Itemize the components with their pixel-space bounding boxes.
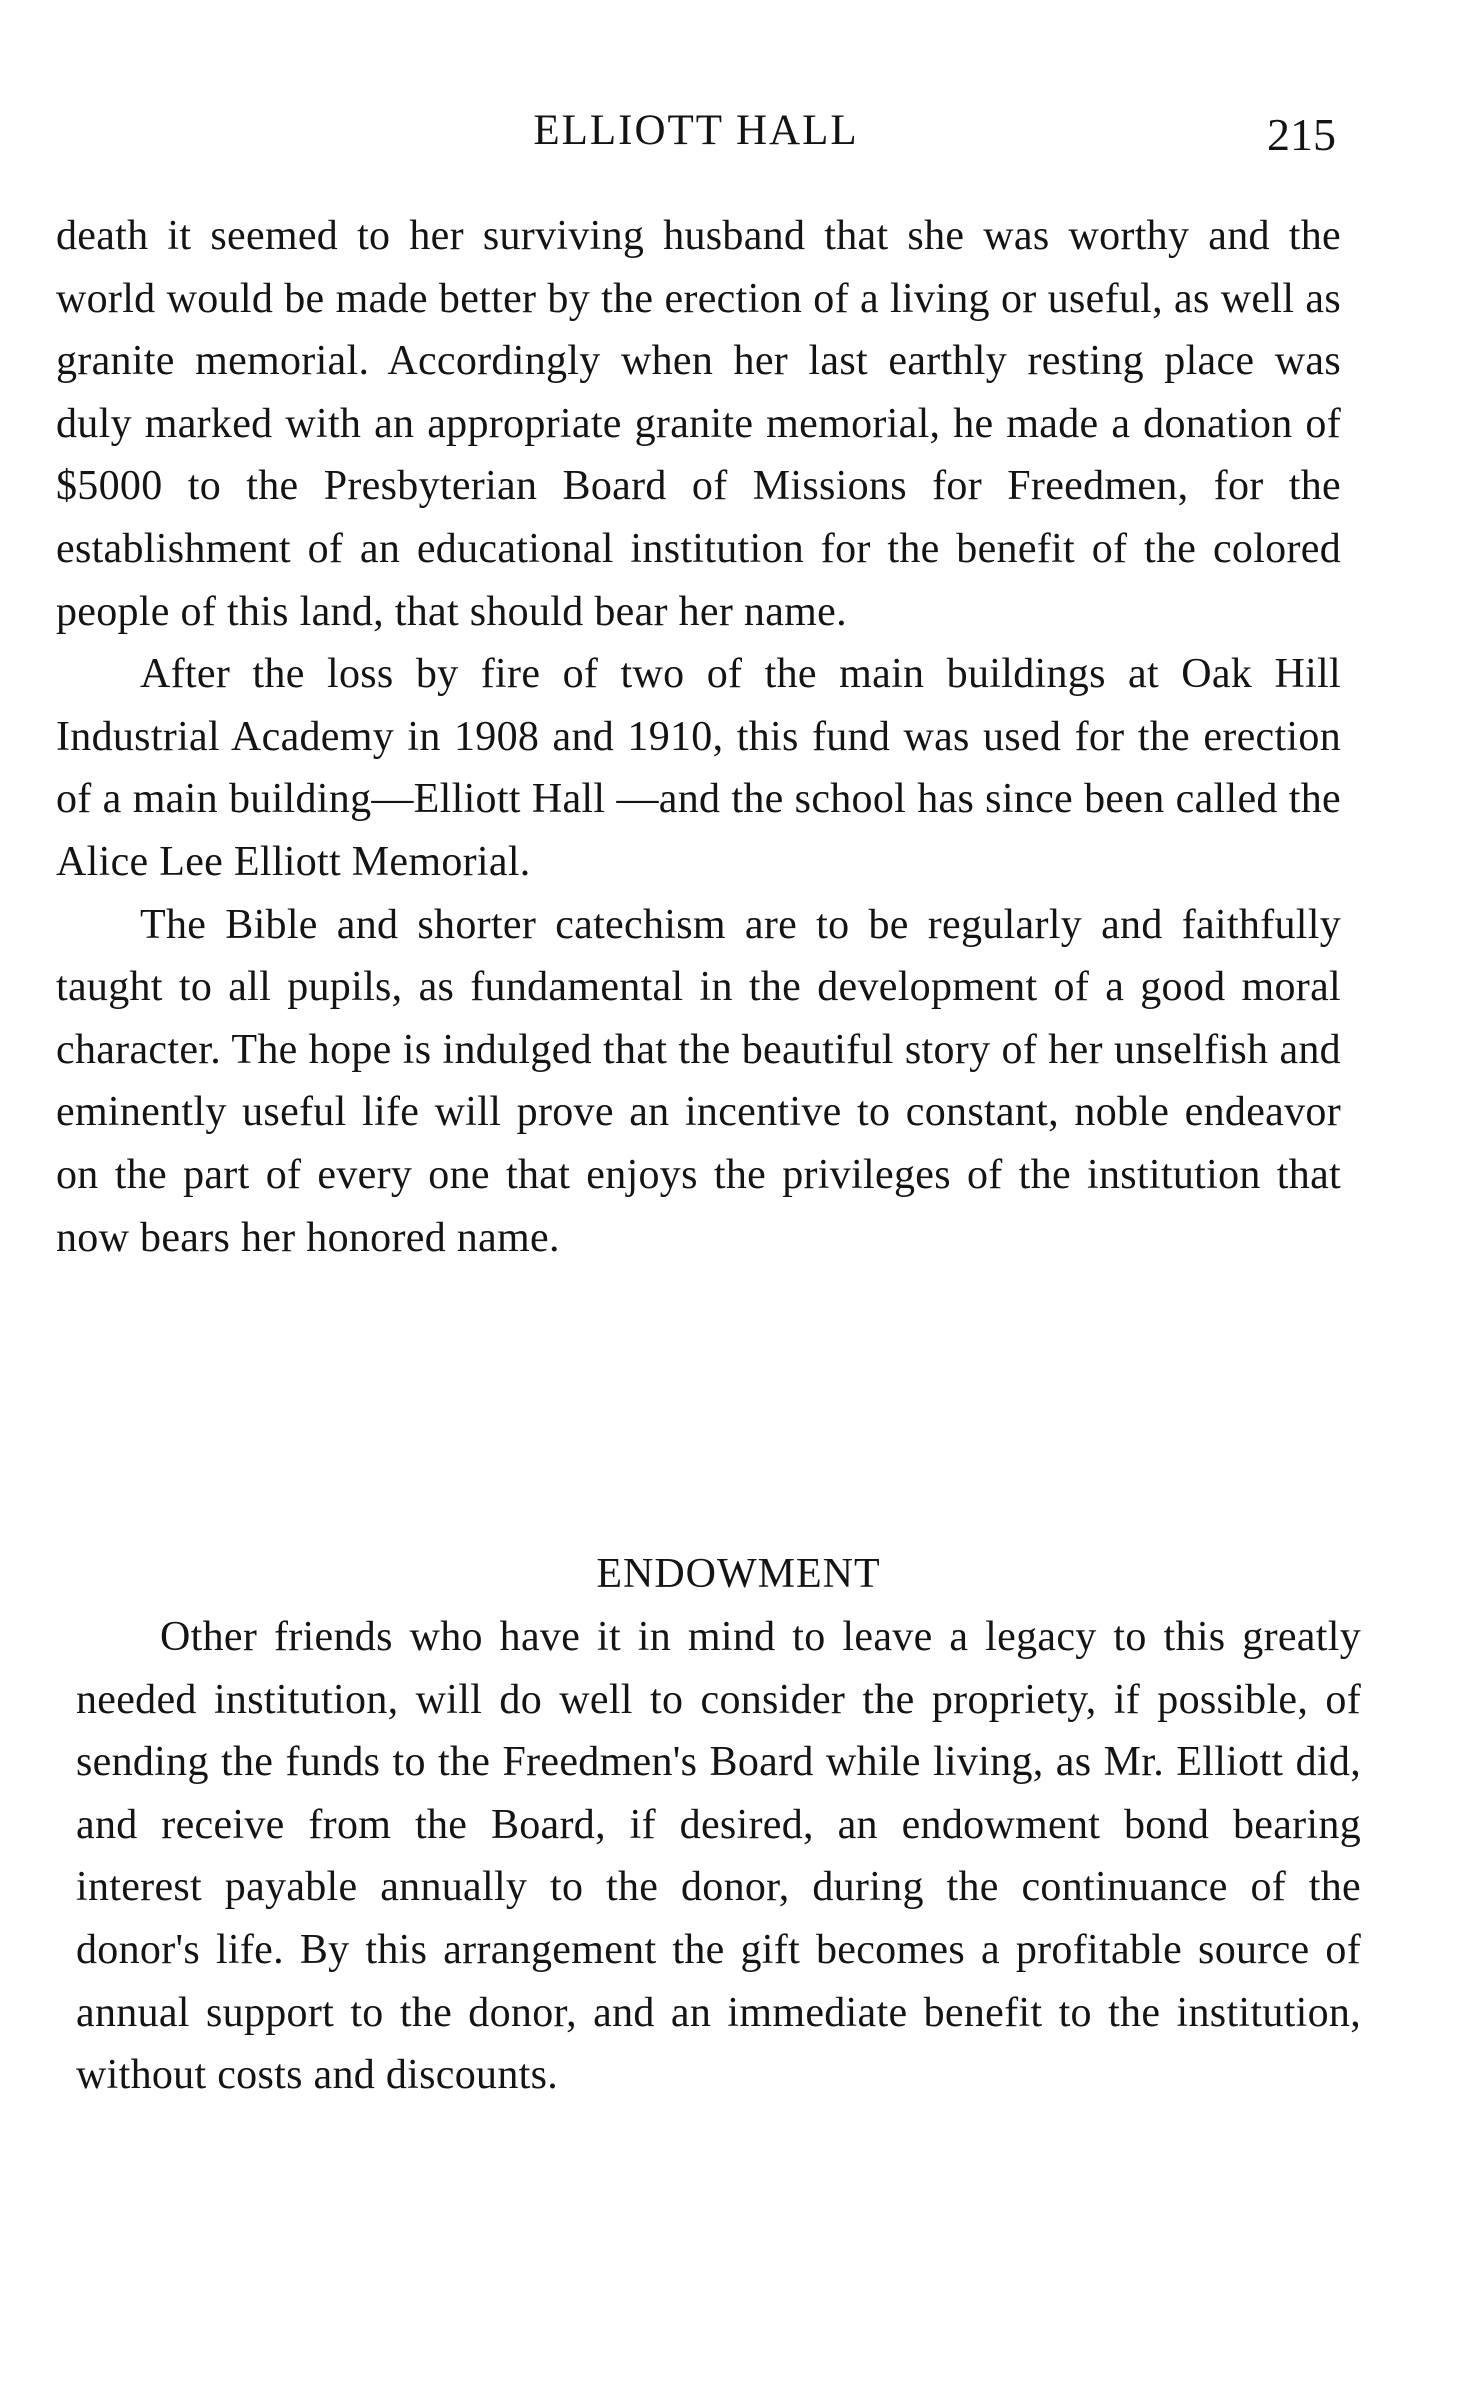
main-text	[56, 205, 1341, 1269]
running-head	[56, 96, 1336, 166]
paragraph-continued: death it seemed to her surviving husband that she was worthy and the world would be made better by the erection of a living or useful, as well as granite memorial. Accordingly when her last earthly resting place was duly marked with an appropriate granite memorial, he made a donation of $5000 to the Presbyterian Board of Missions for Freedmen, for the establishment of an educational institution for the benefit of the colored people of this land, that should bear her name.	[56, 213, 1341, 635]
running-title: ELLIOTT HALL	[533, 107, 859, 154]
page-number: 215	[1267, 109, 1336, 160]
endowment-section	[76, 1540, 1361, 2107]
section-heading-endowment: ENDOWMENT	[596, 1551, 881, 1597]
paragraph-endowment: Other friends who have it in mind to leave a legacy to this greatly needed institution, will do well to consider the propriety, if possible, of sending the funds to the Freedmen's Board while living, as Mr. Elliott did, and receive from the Board, if desired, an endowment bond bearing interest payable annually to the donor, during the continuance of the donor's life. By this arrangement the gift becomes a profitable source of annual support to the donor, and an immediate benefit to the institution, without costs and discounts.	[76, 1614, 1361, 2099]
paragraph-fire-loss: After the loss by fire of two of the main buildings at Oak Hill Industrial Academy in 1908 and 1910, this fund was used for the erection of a main building—Elliott Hall —and the school has since been called the Alice Lee Elliott Memorial.	[56, 651, 1341, 885]
paragraph-bible-catechism: The Bible and shorter catechism are to be regularly and faithfully taught to all pupils, as fundamental in the development of a good moral character. The hope is indulged that the beautiful story of her unselfish and eminently useful life will prove an incentive to constant, noble endeavor on the part of every one that enjoys the privileges of the institution that now bears her honored name.	[56, 901, 1341, 1261]
